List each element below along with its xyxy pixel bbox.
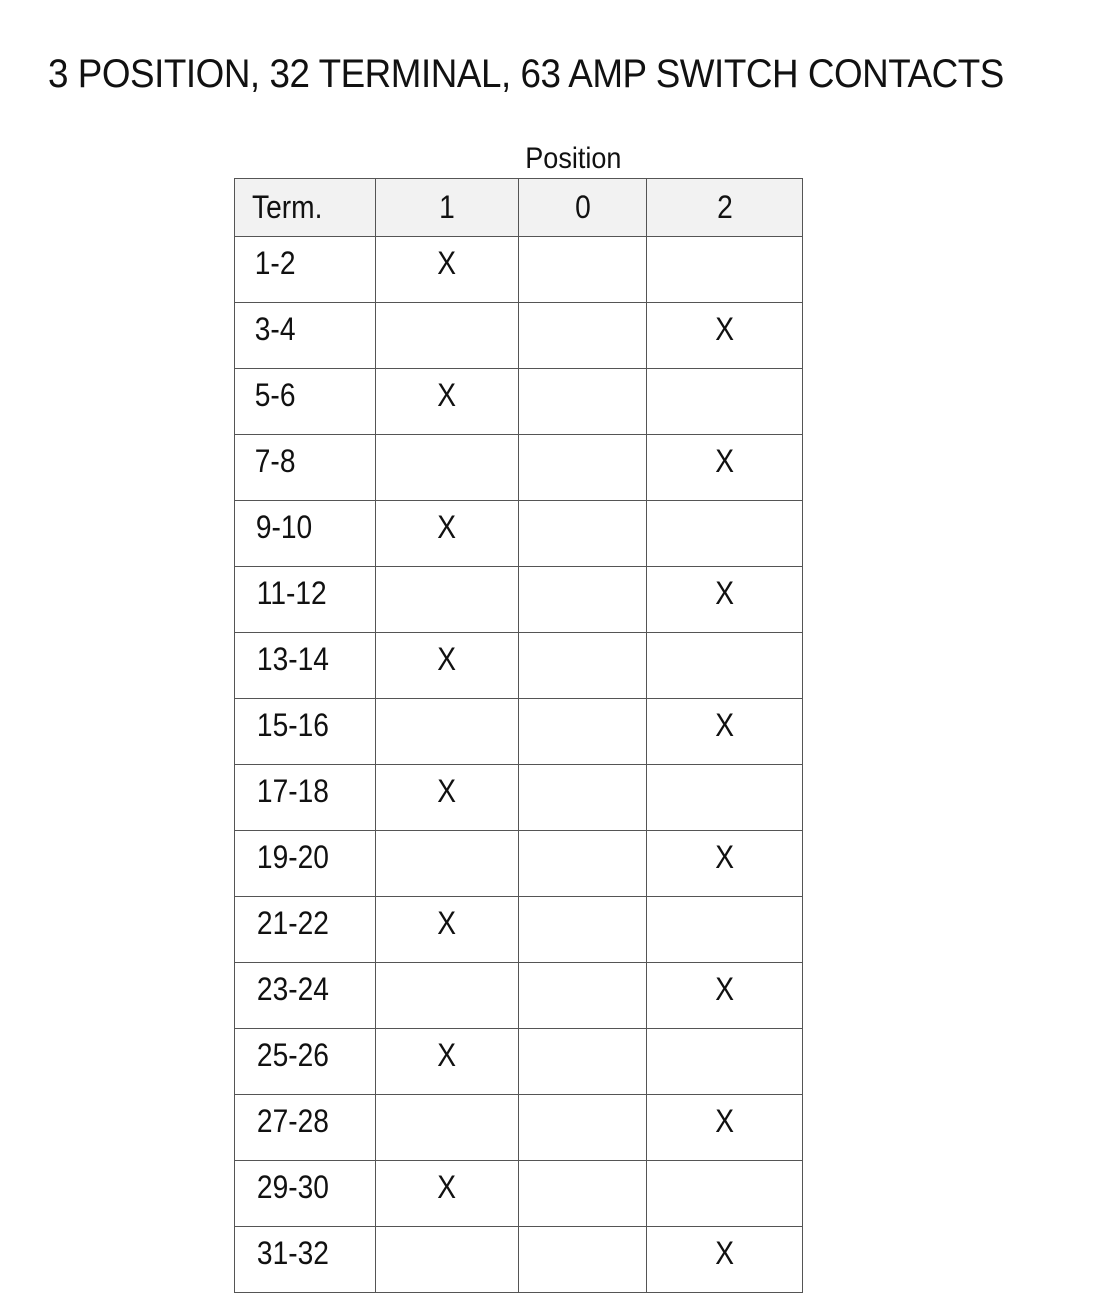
position-1-cell (376, 831, 519, 897)
position-0-cell (519, 303, 647, 369)
position-1-cell: X (376, 369, 519, 435)
position-2-cell: X (647, 1227, 803, 1293)
position-0-cell (519, 1161, 647, 1227)
position-2-cell (647, 765, 803, 831)
position-0-cell (519, 897, 647, 963)
table-row (235, 897, 803, 963)
position-1-cell: X (376, 897, 519, 963)
term-cell: 17-18 (235, 765, 376, 831)
position-2-cell (647, 369, 803, 435)
table-row (235, 1161, 803, 1227)
term-cell: 23-24 (235, 963, 376, 1029)
position-1-cell: X (376, 501, 519, 567)
position-0-cell (519, 237, 647, 303)
position-1-cell (376, 1227, 519, 1293)
position-2-cell (647, 501, 803, 567)
position-2-cell (647, 633, 803, 699)
position-2-cell (647, 237, 803, 303)
position-2-cell: X (647, 435, 803, 501)
term-cell: 9-10 (235, 501, 376, 567)
page-title: 3 POSITION, 32 TERMINAL, 63 AMP SWITCH CONTACTS (48, 52, 1004, 96)
table-row (235, 237, 803, 303)
table-row (235, 1227, 803, 1293)
position-0-cell (519, 765, 647, 831)
position-0-cell (519, 435, 647, 501)
position-1-cell: X (376, 1029, 519, 1095)
table-row (235, 435, 803, 501)
position-1-cell: X (376, 237, 519, 303)
table-row (235, 303, 803, 369)
position-0-cell (519, 1029, 647, 1095)
position-group-label: Position (525, 142, 622, 175)
term-cell: 15-16 (235, 699, 376, 765)
table-row (235, 831, 803, 897)
position-2-cell: X (647, 567, 803, 633)
table-row (235, 1029, 803, 1095)
position-1-cell: X (376, 765, 519, 831)
position-0-cell (519, 963, 647, 1029)
position-0-cell (519, 369, 647, 435)
table-row (235, 567, 803, 633)
position-1-cell (376, 303, 519, 369)
term-cell: 27-28 (235, 1095, 376, 1161)
position-1-cell (376, 435, 519, 501)
position-0-cell (519, 633, 647, 699)
header-row (235, 179, 803, 237)
header-position-1: 1 (376, 179, 519, 237)
term-cell: 1-2 (235, 237, 376, 303)
term-cell: 21-22 (235, 897, 376, 963)
term-cell: 3-4 (235, 303, 376, 369)
position-0-cell (519, 501, 647, 567)
term-cell: 5-6 (235, 369, 376, 435)
term-cell: 29-30 (235, 1161, 376, 1227)
position-1-cell (376, 699, 519, 765)
position-2-cell: X (647, 303, 803, 369)
switch-contacts-table (234, 178, 803, 1293)
table-row (235, 963, 803, 1029)
table-row (235, 1095, 803, 1161)
header-position-0: 0 (519, 179, 647, 237)
position-0-cell (519, 699, 647, 765)
position-0-cell (519, 567, 647, 633)
position-1-cell (376, 963, 519, 1029)
table-row (235, 501, 803, 567)
position-2-cell (647, 897, 803, 963)
position-2-cell: X (647, 699, 803, 765)
term-cell: 19-20 (235, 831, 376, 897)
position-2-cell: X (647, 831, 803, 897)
table-row (235, 369, 803, 435)
position-1-cell: X (376, 633, 519, 699)
position-1-cell: X (376, 1161, 519, 1227)
position-0-cell (519, 831, 647, 897)
term-cell: 25-26 (235, 1029, 376, 1095)
position-1-cell (376, 1095, 519, 1161)
position-2-cell (647, 1029, 803, 1095)
position-2-cell: X (647, 963, 803, 1029)
position-2-cell (647, 1161, 803, 1227)
header-position-2: 2 (647, 179, 803, 237)
position-2-cell: X (647, 1095, 803, 1161)
term-cell: 7-8 (235, 435, 376, 501)
table-row (235, 765, 803, 831)
table-row (235, 699, 803, 765)
position-0-cell (519, 1095, 647, 1161)
term-cell: 13-14 (235, 633, 376, 699)
header-term: Term. (235, 179, 376, 237)
position-1-cell (376, 567, 519, 633)
term-cell: 31-32 (235, 1227, 376, 1293)
table-row (235, 633, 803, 699)
position-0-cell (519, 1227, 647, 1293)
term-cell: 11-12 (235, 567, 376, 633)
